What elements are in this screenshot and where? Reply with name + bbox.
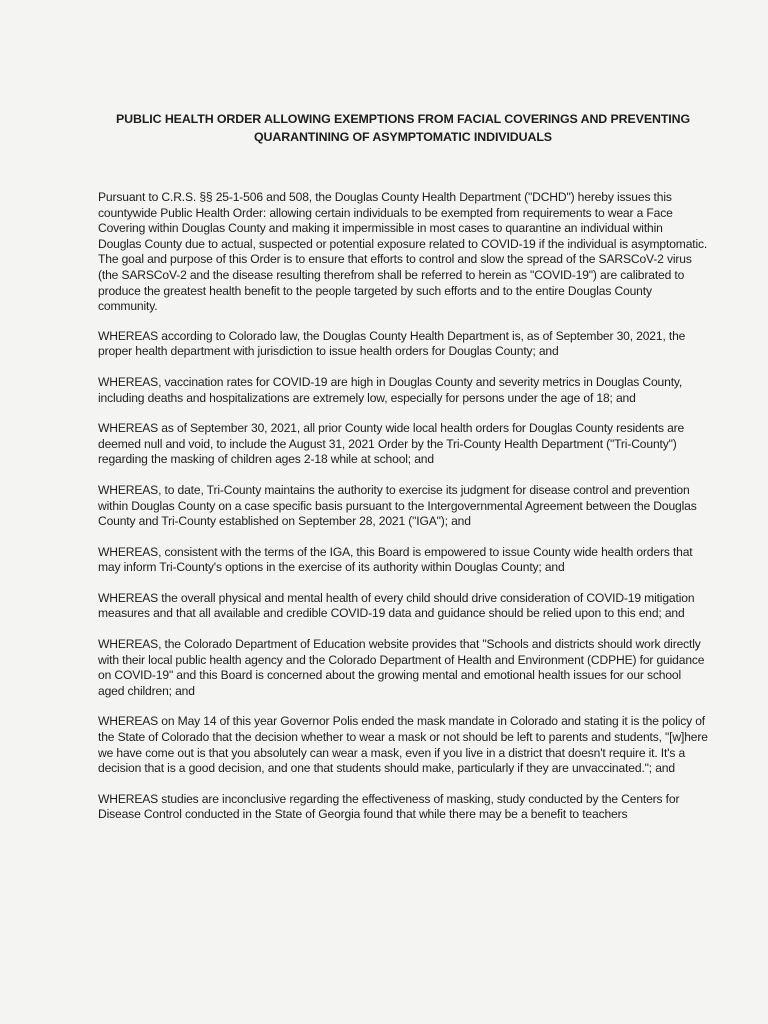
paragraph-whereas-1: WHEREAS according to Colorado law, the Douglas County Health Department is, as of September 30, 2021, the proper health department with jurisdiction to issue health orders for Douglas County; and <box>98 328 686 359</box>
title-line-1: PUBLIC HEALTH ORDER ALLOWING EXEMPTIONS FROM FACIAL COVERINGS AND PREVENTING <box>115 112 691 126</box>
paragraph-whereas-9: WHEREAS studies are inconclusive regarding the effectiveness of masking, study conducted by the Centers for Disease Control conducted in the State of Georgia found that while there may be a benefit to teachers <box>98 791 680 822</box>
paragraph-whereas-5: WHEREAS, consistent with the terms of the IGA, this Board is empowered to issue County wide health orders that may inform Tri-County's options in the exercise of its authority within Douglas County; and <box>98 544 693 575</box>
paragraph-whereas-8: WHEREAS on May 14 of this year Governor Polis ended the mask mandate in Colorado and stating it is the policy of the State of Colorado that the decision whether to wear a mask or not should be left to parents and students, "[w]here we have come out is that you absolutely can wear a mask, even if you live in a district that doesn't require it. It's a decision that is a good decision, and one that students should make, particularly if they are unvaccinated."; and <box>98 714 708 776</box>
paragraph-whereas-7: WHEREAS, the Colorado Department of Education website provides that "Schools and districts should work directly with their local public health agency and the Colorado Department of Health and Environment (CDPHE) for guidance on COVID-19" and this Board is concerned about the growing mental and emotional health issues for our school aged children; and <box>98 637 705 698</box>
paragraph-whereas-3: WHEREAS as of September 30, 2021, all prior County wide local health orders for Douglas County residents are deemed null and void, to include the August 31, 2021 Order by the Tri-County Health Department ("Tri-County") regarding the masking of children ages 2-18 while at school; and <box>98 421 685 467</box>
paragraph-whereas-4: WHEREAS, to date, Tri-County maintains the authority to exercise its judgment for disease control and prevention within Douglas County on a case specific basis pursuant to the Intergovernmental Agreement between the Douglas County and Tri-County established on September 28, 2021 ("IGA"); and <box>98 482 697 529</box>
paragraph-whereas-6: WHEREAS the overall physical and mental health of every child should drive consideration of COVID-19 mitigation measures and that all available and credible COVID-19 data and guidance should be relied upon to this end; and <box>98 590 695 621</box>
title-line-2: QUARANTINING OF ASYMPTOMATIC INDIVIDUALS <box>254 130 552 144</box>
document-title <box>98 110 708 146</box>
paragraph-intro: Pursuant to C.R.S. §§ 25-1-506 and 508, the Douglas County Health Department ("DCHD") hereby issues this countywide Public Health Order: allowing certain individuals to be exempted from requirements to wear a Face Covering within Douglas County and making it impermissible in most cases to quarantine an individual within Douglas County due to actual, suspected or potential exposure related to COVID-19 if the individual is asymptomatic. The goal and purpose of this Order is to ensure that efforts to control and slow the spread of the SARSCoV-2 virus (the SARSCoV-2 and the disease resulting therefrom shall be referred to herein as "COVID-19") are calibrated to produce the greatest health benefit to the people targeted by such efforts and to the entire Douglas County community. <box>98 190 708 314</box>
paragraph-whereas-2: WHEREAS, vaccination rates for COVID-19 are high in Douglas County and severity metrics in Douglas County, including deaths and hospitalizations are extremely low, especially for persons under the age of 18; and <box>98 374 683 405</box>
